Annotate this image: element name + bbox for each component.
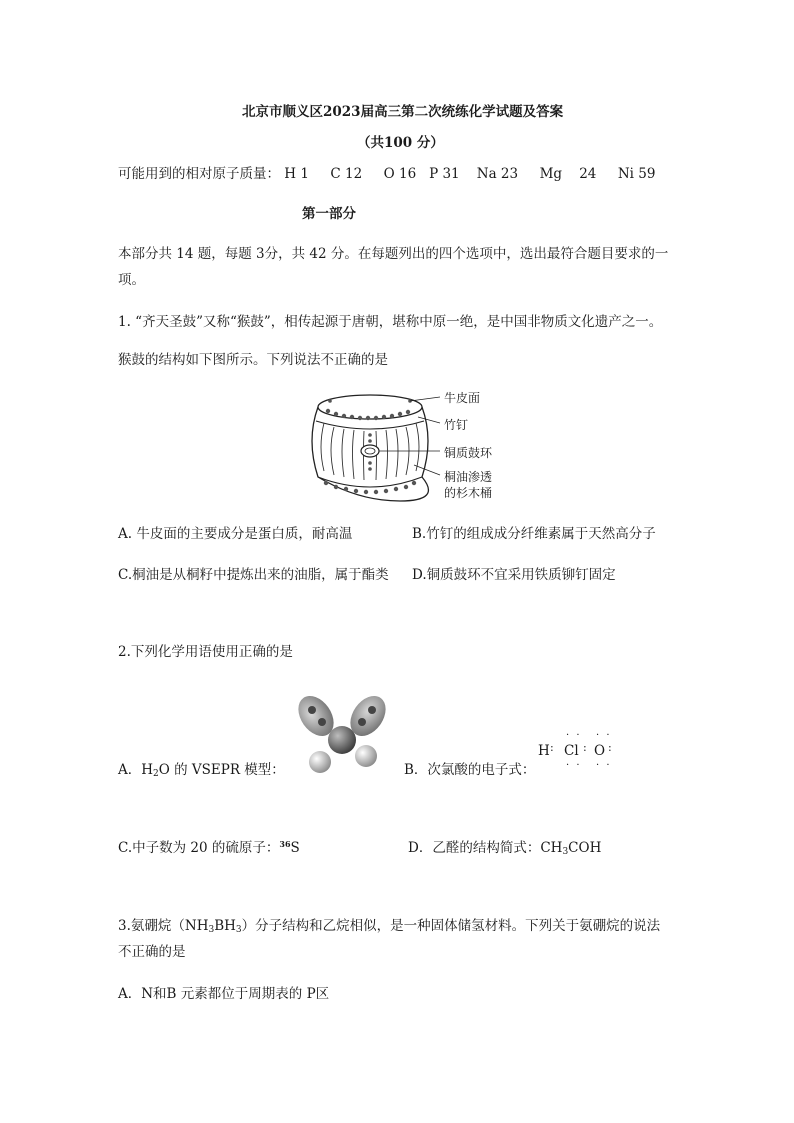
q2-option-a: A．$H_2O$ 的 VSEPR 模型： bbox=[118, 762, 285, 779]
q3-option-a: A．N和B 元素都位于周期表的 P区 bbox=[118, 986, 330, 1002]
q1-option-c: C.桐油是从桐籽中提炼出来的油脂，属于酯类 bbox=[118, 567, 389, 583]
hocl-electron-formula: · · · · H : Cl : O : · · · · bbox=[538, 730, 612, 771]
drum-figure bbox=[300, 385, 500, 503]
formula-cl: Cl bbox=[564, 743, 579, 759]
drum-top-face bbox=[318, 395, 422, 419]
part-intro-line1: 本部分共 14 题，每题 3分，共 42 分。在每题列出的四个选项中，选出最符合题目要求的一 bbox=[118, 246, 669, 262]
label-tung-oil-line1: 桐油渗透 bbox=[444, 470, 493, 484]
q1-stem-line1: 1. “齐天圣鼓”又称“猴鼓”，相传起源于唐朝，堪称中原一绝，是中国非物质文化遗产之一。 bbox=[118, 314, 663, 330]
q1-option-d: D.铜质鼓环不宜采用铁质铆钉固定 bbox=[412, 567, 616, 583]
formula-o: O bbox=[594, 743, 606, 759]
part-heading: 第一部分 bbox=[302, 206, 356, 222]
formula-h: H bbox=[538, 743, 550, 759]
q2-option-b: B．次氯酸的电子式： bbox=[404, 762, 536, 778]
q2-stem: 2.下列化学用语使用正确的是 bbox=[118, 644, 293, 660]
label-copper-ring: 铜质鼓环 bbox=[444, 446, 493, 460]
q1-option-a: A. 牛皮面的主要成分是蛋白质，耐高温 bbox=[118, 526, 353, 542]
q2-option-d: D．乙醛的结构简式：$CH_3COH$ bbox=[408, 840, 602, 857]
total-score: （共100 分） bbox=[357, 135, 444, 151]
document-title: 北京市顺义区2023届高三第二次统练化学试题及答案 bbox=[242, 104, 564, 120]
part-intro-line2: 项。 bbox=[118, 272, 145, 288]
vsepr-model-image bbox=[292, 690, 392, 780]
q1-option-b: B.竹钉的组成成分纤维素属于天然高分子 bbox=[412, 526, 656, 542]
label-cowhide: 牛皮面 bbox=[444, 391, 481, 405]
atomic-masses: 可能用到的相对原子质量： H 1 C 12 O 16 P 31 Na 23 Mg 24 Ni 59 bbox=[118, 166, 656, 182]
molecule-model-icon bbox=[292, 690, 392, 780]
label-bamboo-nail: 竹钉 bbox=[444, 418, 469, 432]
label-tung-oil-line2: 的杉木桶 bbox=[444, 486, 493, 500]
q1-stem-line2: 猴鼓的结构如下图所示。下列说法不正确的是 bbox=[118, 352, 388, 368]
q3-stem-line2: 不正确的是 bbox=[118, 944, 186, 960]
q3-stem-line1: 3.氨硼烷$(NH_3BH_3)$分子结构和乙烷相似，是一种固体储氢材料。下列关于氨硼烷的说法 bbox=[118, 918, 661, 935]
q2-option-c: C.中子数为 20 的硫原子：$^{36}$S bbox=[118, 839, 300, 856]
copper-ring bbox=[361, 445, 379, 457]
